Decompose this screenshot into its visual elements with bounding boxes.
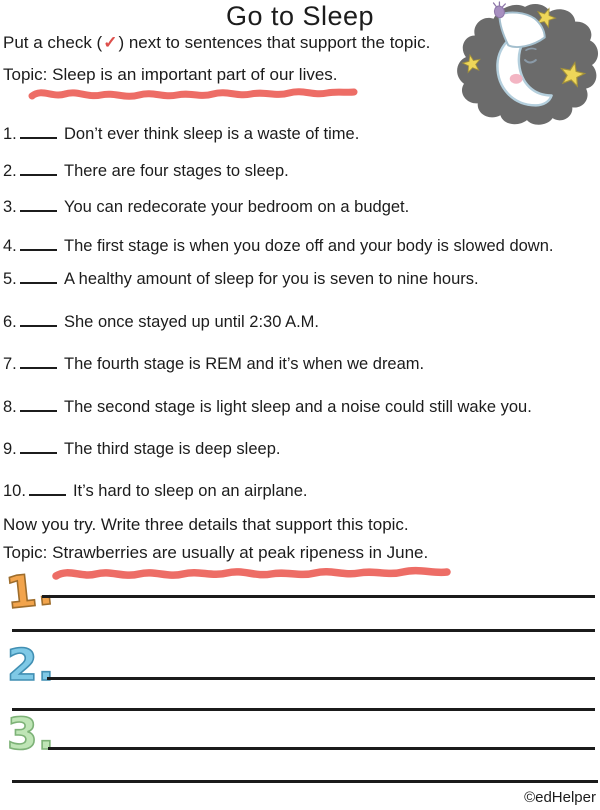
- checklist-item: [3, 161, 289, 181]
- checklist-item: [3, 439, 280, 459]
- instruction-after: ) next to sentences that support the topic.: [118, 33, 431, 52]
- item-text: Don’t ever think sleep is a waste of time.: [64, 125, 360, 143]
- topic-text: Sleep is an important part of our lives.: [52, 65, 338, 84]
- red-squiggle-underline: [51, 562, 453, 584]
- practice-number: 1.: [3, 563, 56, 620]
- item-text: The second stage is light sleep and a noise could still wake you.: [64, 398, 532, 416]
- item-text: The third stage is deep sleep.: [64, 440, 281, 458]
- check-blank[interactable]: [20, 161, 57, 176]
- item-number: 2.: [3, 162, 17, 180]
- item-text: A healthy amount of sleep for you is seven to nine hours.: [64, 270, 479, 288]
- checklist-item: [3, 197, 409, 217]
- practice-number: 2.: [7, 640, 55, 691]
- check-blank[interactable]: [20, 439, 57, 454]
- check-blank[interactable]: [20, 397, 57, 412]
- check-blank[interactable]: [20, 312, 57, 327]
- item-number: 4.: [3, 237, 17, 255]
- checklist-item: [3, 481, 307, 501]
- item-text: You can redecorate your bedroom on a budget.: [64, 198, 410, 216]
- item-text: The first stage is when you doze off and your body is slowed down.: [64, 237, 554, 255]
- check-blank[interactable]: [20, 269, 57, 284]
- writing-line[interactable]: [12, 780, 598, 783]
- checklist-item: [3, 124, 359, 144]
- item-number: 1.: [3, 125, 17, 143]
- copyright-credit: ©edHelper: [524, 789, 596, 806]
- checklist-item: [3, 312, 319, 332]
- topic-text: Strawberries are usually at peak ripeness in June.: [52, 543, 429, 562]
- writing-line[interactable]: [12, 708, 595, 711]
- instruction-before: Put a check (: [3, 33, 103, 52]
- item-number: 8.: [3, 398, 17, 416]
- writing-line[interactable]: [12, 629, 595, 632]
- topic-line-strawberries: [3, 543, 428, 563]
- item-number: 6.: [3, 313, 17, 331]
- practice-instruction: Now you try. Write three details that support this topic.: [3, 515, 409, 534]
- item-number: 9.: [3, 440, 17, 458]
- writing-line[interactable]: [42, 595, 595, 598]
- practice-number: 3.: [7, 709, 55, 760]
- item-number: 7.: [3, 355, 17, 373]
- check-icon: ✓: [103, 33, 118, 52]
- topic-label: Topic:: [3, 65, 48, 84]
- checklist-item: [3, 269, 479, 289]
- page-title: Go to Sleep: [225, 1, 375, 31]
- item-number: 10.: [3, 482, 26, 500]
- item-number: 5.: [3, 270, 17, 288]
- checklist-item: [3, 354, 424, 374]
- sleeping-moon-illustration: [453, 1, 599, 127]
- item-text: There are four stages to sleep.: [64, 162, 289, 180]
- checklist-item: [3, 236, 553, 256]
- item-text: It’s hard to sleep on an airplane.: [72, 482, 308, 500]
- topic-line-sleep: [3, 65, 338, 85]
- writing-line[interactable]: [48, 747, 595, 750]
- check-blank[interactable]: [20, 124, 57, 139]
- item-text: The fourth stage is REM and it’s when we dream.: [64, 355, 425, 373]
- item-text: She once stayed up until 2:30 A.M.: [64, 313, 320, 331]
- item-number: 3.: [3, 198, 17, 216]
- check-blank[interactable]: [29, 481, 66, 496]
- writing-line[interactable]: [47, 677, 595, 680]
- check-blank[interactable]: [20, 354, 57, 369]
- red-squiggle-underline: [27, 83, 359, 105]
- checklist-item: [3, 397, 532, 417]
- check-blank[interactable]: [20, 236, 57, 251]
- topic-label: Topic:: [3, 543, 48, 562]
- instruction-text: [3, 33, 430, 53]
- check-blank[interactable]: [20, 197, 57, 212]
- pink-cheek: [510, 74, 523, 84]
